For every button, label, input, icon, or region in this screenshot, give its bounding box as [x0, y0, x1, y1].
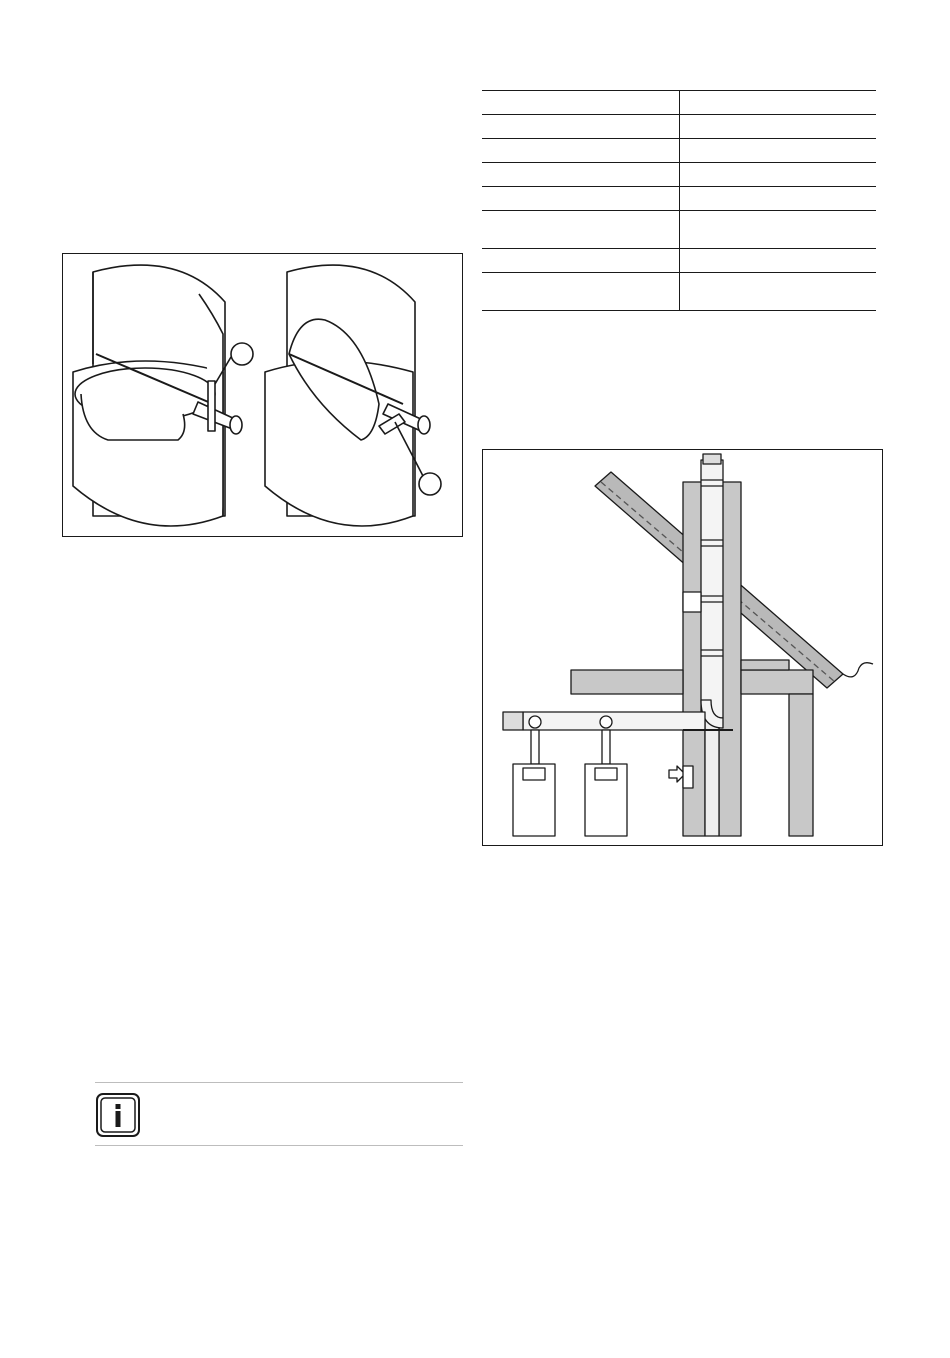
spec-table-cell — [679, 211, 876, 249]
spec-table-row — [482, 91, 876, 115]
info-note — [95, 1082, 463, 1146]
callout-1-circle — [231, 343, 253, 365]
spec-table — [482, 90, 876, 311]
spec-table-cell — [482, 163, 679, 187]
spec-table-cell — [482, 273, 679, 311]
callout-2-circle — [419, 473, 441, 495]
spec-table-cell — [482, 139, 679, 163]
spec-table-cell — [679, 115, 876, 139]
spec-table-cell — [679, 187, 876, 211]
spec-table-cell — [679, 139, 876, 163]
spec-table-cell — [679, 91, 876, 115]
damper-illustration — [63, 254, 462, 536]
spec-table-cell — [679, 249, 876, 273]
spec-table-row — [482, 211, 876, 249]
spec-table-row — [482, 115, 876, 139]
spec-table-row — [482, 139, 876, 163]
spec-table-row — [482, 163, 876, 187]
flue-installation-figure — [482, 449, 883, 846]
spec-table-row — [482, 249, 876, 273]
flue-illustration — [483, 450, 882, 845]
spec-table-cell — [679, 163, 876, 187]
vertical-flue-pipe — [701, 460, 723, 718]
spec-table-cell — [482, 187, 679, 211]
spec-table-row — [482, 187, 876, 211]
floor-slab — [571, 670, 683, 694]
info-icon — [95, 1092, 141, 1138]
damper-figure — [62, 253, 463, 537]
spec-table-row — [482, 273, 876, 311]
spec-table-cell — [482, 115, 679, 139]
spec-table-cell — [482, 249, 679, 273]
spec-table-cell — [482, 211, 679, 249]
spec-table-cell — [482, 91, 679, 115]
spec-table-cell — [679, 273, 876, 311]
horizontal-flue-pipe — [523, 712, 705, 730]
